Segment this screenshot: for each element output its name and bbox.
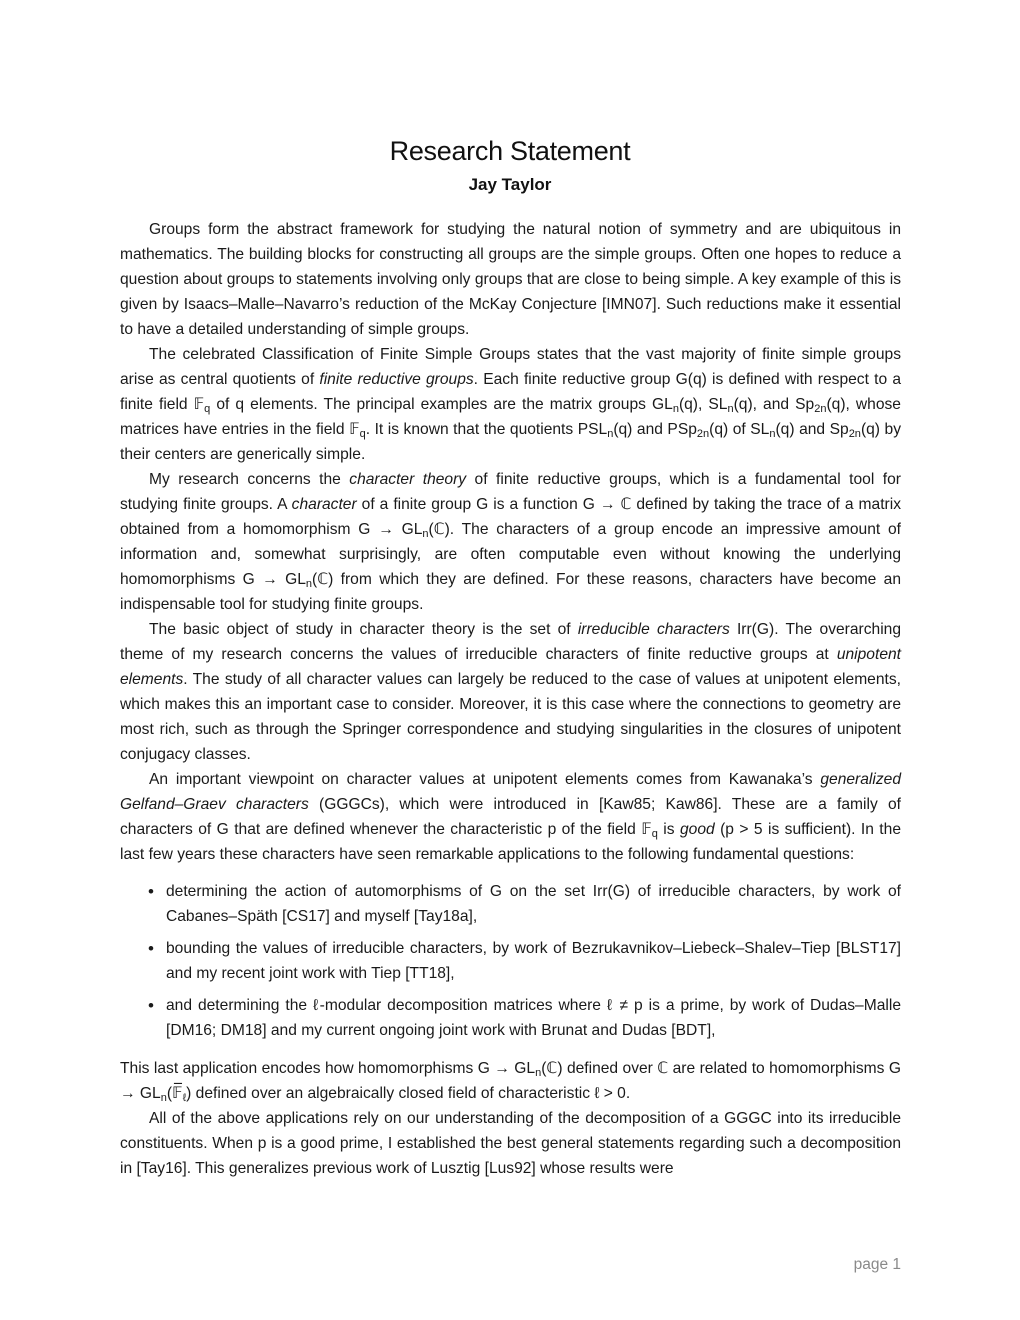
- page-number: page 1: [853, 1256, 901, 1273]
- list-item: • determining the action of automorphisms of G on the set Irr(G) of irreducible characters, by work of Cabanes–Späth [CS17] and myself [Tay18a],: [120, 879, 901, 929]
- applications-list: [120, 879, 901, 1043]
- paragraph-after-list: This last application encodes how homomorphisms $G \to GL_n(ℂ)$ defined over ℂ are related to homomorphisms $G \to GL_n(𝔽̅_\ell)$ defined over an algebraically closed field of characteristic ℓ > 0.: [120, 1060, 901, 1104]
- paragraph-gggc: An important viewpoint on character values at unipotent elements comes from Kawanaka’s generalized Gelfand–Graev characters (GGGCs), which were introduced in [Kaw85; Kaw86]. These are a family of characters of G that are defined whenever the characteristic p of the field 𝔽$_q$ is good (p > 5 is sufficient). In the last few years these characters have seen remarkable applications to the following fundamental questions:: [120, 771, 901, 863]
- list-item: • bounding the values of irreducible characters, by work of Bezrukavnikov–Liebeck–Shalev–Tiep [BLST17] and my recent joint work with Tiep [TT18],: [120, 936, 901, 986]
- paragraph-character-theory: My research concerns the character theory of finite reductive groups, which is a fundamental tool for studying finite groups. A character of a finite group G is a function G → ℂ defined by taking the trace of a matrix obtained from a homomorphism $G \to GL_n(ℂ)$. The characters of a group encode an impressive amount of information and, somewhat surprisingly, are often computable even without knowing the underlying homomorphisms $G \to GL_n(ℂ)$ from which they are defined. For these reasons, characters have become an indispensable tool for studying finite groups.: [120, 471, 902, 613]
- paragraph-intro: Groups form the abstract framework for studying the natural notion of symmetry and are ubiquitous in mathematics. The building blocks for constructing all groups are the simple groups. Often one hopes to reduce a question about groups to statements involving only groups that are close to being simple. A key example of this is given by Isaacs–Malle–Navarro’s reduction of the McKay Conjecture [IMN07]. Such reductions make it essential to have a detailed understanding of simple groups.: [120, 221, 901, 338]
- author-name: Jay Taylor: [468, 175, 552, 194]
- paragraph-classification: The celebrated Classification of Finite Simple Groups states that the vast majority of finite simple groups arise as central quotients of finite reductive groups. Each finite reductive group G(q) is defined with respect to a finite field 𝔽$_q$ of q elements. The principal examples are the matrix groups $GL_n(q)$, $SL_n(q)$, and $Sp_{2n}(q)$, whose matrices have entries in the field 𝔽$_q$. It is known that the quotients $PSL_n(q)$ and PSp$_{2n}$(q) of $SL_n(q)$ and $Sp_{2n}(q)$ by their centers are generically simple.: [120, 346, 902, 463]
- document-body: [120, 217, 901, 1181]
- paragraph-irreducible-characters: The basic object of study in character theory is the set of irreducible characters Irr(G). The overarching theme of my research concerns the values of irreducible characters of finite reductive groups at unipotent elements. The study of all character values can largely be reduced to the case of values at unipotent elements, which makes this an important case to consider. Moreover, it is this case where the connections to geometry are most rich, such as through the Springer correspondence and studying singularities in the closures of unipotent conjugacy classes.: [120, 621, 902, 763]
- document-title: Research Statement: [389, 136, 631, 167]
- list-item: • and determining the ℓ-modular decomposition matrices where ℓ ≠ p is a prime, by work of Dudas–Malle [DM16; DM18] and my current ongoing joint work with Brunat and Dudas [BDT],: [120, 993, 901, 1043]
- paragraph-decomposition: All of the above applications rely on our understanding of the decomposition of a GGGC into its irreducible constituents. When p is a good prime, I established the best general statements regarding such a decomposition in [Tay16]. This generalizes previous work of Lusztig [Lus92] whose results were: [120, 1110, 901, 1177]
